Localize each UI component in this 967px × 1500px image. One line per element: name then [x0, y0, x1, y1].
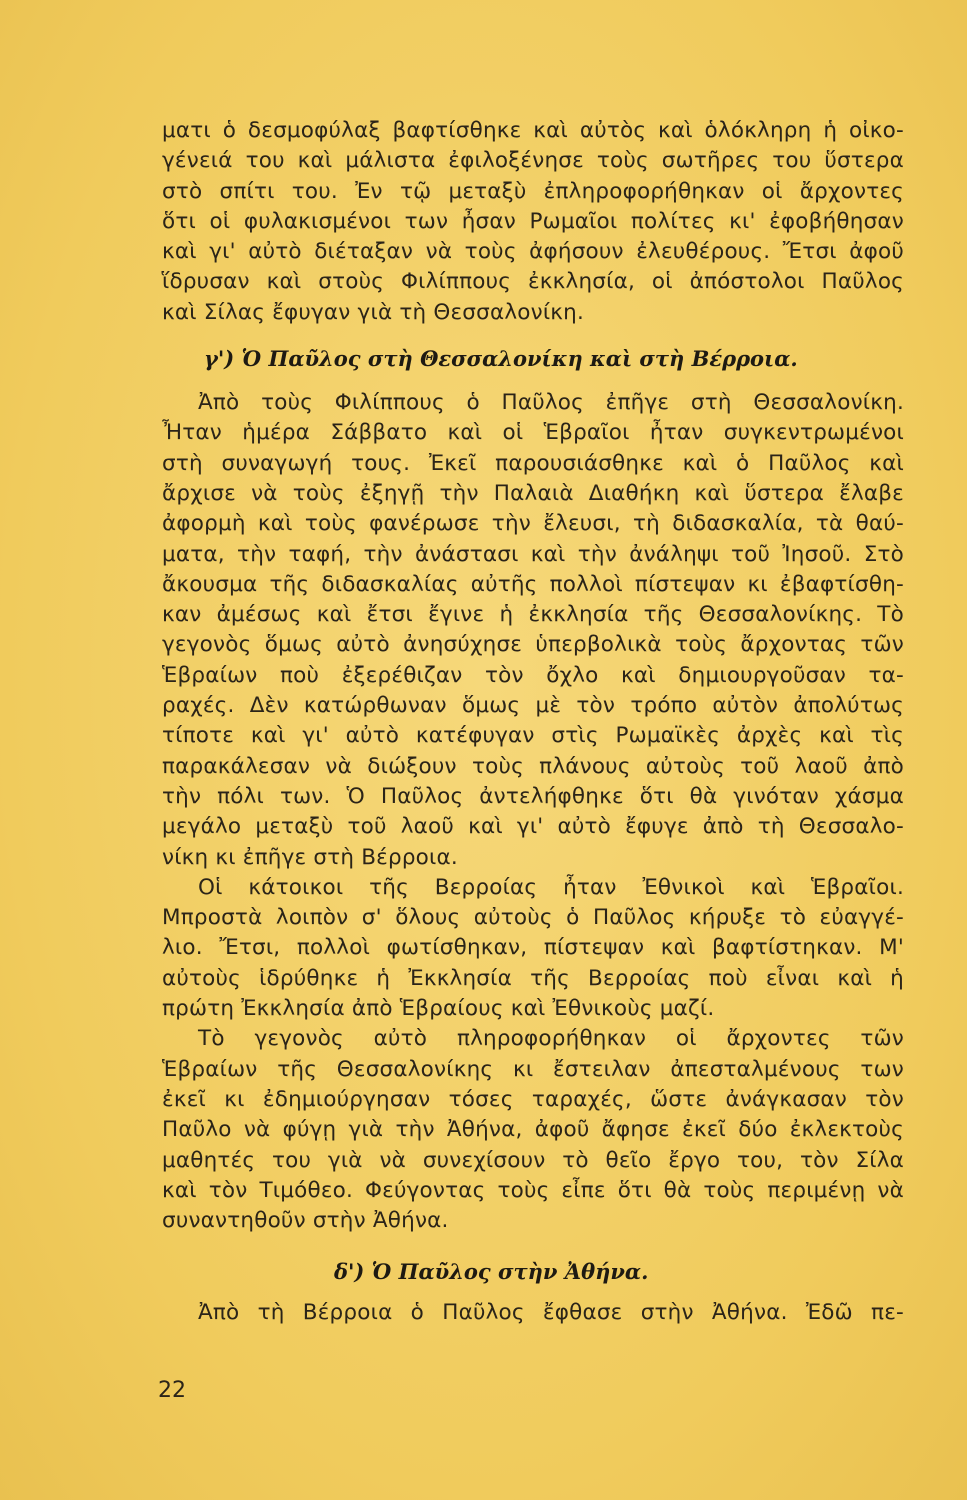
- text-line: Ἑβραίων τῆς Θεσσαλονίκης κι ἔστειλαν ἀπεσταλμένους των: [162, 1056, 904, 1082]
- text-line: ἵδρυσαν καὶ στοὺς Φιλίππους ἐκκλησία, οἱ ἀπόστολοι Παῦλος: [162, 269, 904, 295]
- text-line: στὴ συναγωγή τους. Ἐκεῖ παρουσιάσθηκε καὶ ὁ Παῦλος καὶ: [162, 450, 904, 476]
- text-block: [162, 116, 904, 1329]
- text-line: ἀφορμὴ καὶ τοὺς φανέρωσε τὴν ἔλευσι, τὴ διδασκαλία, τὰ θαύ-: [162, 511, 904, 537]
- text-line: τὴν πόλι των. Ὁ Παῦλος ἀντελήφθηκε ὅτι θὰ γινόταν χάσμα: [162, 783, 904, 809]
- text-line: Ἀπὸ τὴ Βέρροια ὁ Παῦλος ἔφθασε στὴν Ἀθήνα. Ἐδῶ πε-: [198, 1300, 904, 1326]
- paragraph-athens: [162, 1298, 904, 1328]
- text-line: γένειά του καὶ μάλιστα ἐφιλοξένησε τοὺς σωτῆρες του ὕστερα: [162, 148, 904, 174]
- text-line: ὅτι οἱ φυλακισμένοι των ἦσαν Ρωμαῖοι πολίτες κι' ἐφοβήθησαν: [162, 208, 904, 234]
- text-line: καν ἀμέσως καὶ ἔτσι ἔγινε ἡ ἐκκλησία τῆς Θεσσαλονίκης. Τὸ: [162, 602, 904, 628]
- text-line: καὶ τὸν Τιμόθεο. Φεύγοντας τοὺς εἶπε ὅτι θὰ τοὺς περιμένῃ νὰ: [162, 1177, 904, 1203]
- text-line: ἄρχισε νὰ τοὺς ἐξηγῇ τὴν Παλαιὰ Διαθήκη καὶ ὕστερα ἔλαβε: [162, 480, 904, 506]
- section-heading-athens: δ') Ὁ Παῦλος στὴν Ἀθήνα.: [334, 1259, 649, 1285]
- text-line: πρώτη Ἐκκλησία ἀπὸ Ἑβραίους καὶ Ἐθνικοὺς μαζί.: [162, 996, 715, 1022]
- text-line: ματα, τὴν ταφή, τὴν ἀνάστασι καὶ τὴν ἀνάληψι τοῦ Ἰησοῦ. Στὸ: [162, 541, 904, 567]
- section-heading-thessaloniki: γ') Ὁ Παῦλος στὴ Θεσσαλονίκη καὶ στὴ Βέρροια.: [204, 346, 798, 372]
- paragraph-thessaloniki: [162, 388, 904, 873]
- text-line: νίκη κι ἐπῆγε στὴ Βέρροια.: [162, 844, 458, 870]
- text-line: ἐκεῖ κι ἐδημιούργησαν τόσες ταραχές, ὥστε ἀνάγκασαν τὸν: [162, 1086, 904, 1112]
- text-line: ματι ὁ δεσμοφύλαξ βαφτίσθηκε καὶ αὐτὸς καὶ ὁλόκληρη ἡ οἰκο-: [162, 118, 904, 143]
- text-line: Ἀπὸ τοὺς Φιλίππους ὁ Παῦλος ἐπῆγε στὴ Θεσσαλονίκη.: [198, 390, 904, 416]
- paragraph-departure: [162, 1024, 904, 1236]
- text-line: στὸ σπίτι του. Ἐν τῷ μεταξὺ ἐπληροφορήθηκαν οἱ ἄρχοντες: [162, 178, 904, 204]
- text-line: αὐτοὺς ἱδρύθηκε ἡ Ἐκκλησία τῆς Βερροίας ποὺ εἶναι καὶ ἡ: [162, 965, 904, 991]
- text-line: παρακάλεσαν νὰ διώξουν τοὺς πλάνους αὐτοὺς τοῦ λαοῦ ἀπὸ: [162, 753, 904, 779]
- text-line: λιο. Ἔτσι, πολλοὶ φωτίσθηκαν, πίστεψαν καὶ βαφτίστηκαν. Μ': [162, 935, 904, 961]
- text-line: ραχές. Δὲν κατώρθωναν ὅμως μὲ τὸν τρόπο αὐτὸν ἀπολύτως: [162, 693, 904, 719]
- text-line: μαθητές του γιὰ νὰ συνεχίσουν τὸ θεῖο ἔργο του, τὸν Σίλα: [162, 1147, 904, 1173]
- text-line: γεγονὸς ὅμως αὐτὸ ἀνησύχησε ὑπερβολικὰ τοὺς ἄρχοντας τῶν: [162, 632, 904, 658]
- text-line: Ἦταν ἡμέρα Σάββατο καὶ οἱ Ἑβραῖοι ἦταν συγκεντρωμένοι: [162, 420, 904, 446]
- text-line: Παῦλο νὰ φύγῃ γιὰ τὴν Ἀθήνα, ἀφοῦ ἄφησε ἐκεῖ δύο ἐκλεκτοὺς: [162, 1117, 904, 1143]
- text-line: Ἑβραίων ποὺ ἐξερέθιζαν τὸν ὄχλο καὶ δημιουργοῦσαν τα-: [162, 662, 904, 688]
- text-line: Μπροστὰ λοιπὸν σ' ὅλους αὐτοὺς ὁ Παῦλος κήρυξε τὸ εὐαγγέ-: [162, 905, 904, 931]
- paragraph-veria: [162, 873, 904, 1024]
- text-line: ἄκουσμα τῆς διδασκαλίας αὐτῆς πολλοὶ πίστεψαν κι ἐβαφτίσθη-: [162, 571, 904, 597]
- text-line: μεγάλο μεταξὺ τοῦ λαοῦ καὶ γι' αὐτὸ ἔφυγε ἀπὸ τὴ Θεσσαλο-: [162, 814, 904, 840]
- text-line: τίποτε καὶ γι' αὐτὸ κατέφυγαν στὶς Ρωμαϊκὲς ἀρχὲς καὶ τὶς: [162, 723, 904, 749]
- paragraph-intro: [162, 116, 904, 328]
- text-line: Τὸ γεγονὸς αὐτὸ πληροφορήθηκαν οἱ ἄρχοντες τῶν: [198, 1026, 904, 1052]
- text-line: συναντηθοῦν στὴν Ἀθήνα.: [162, 1208, 449, 1234]
- text-line: Οἱ κάτοικοι τῆς Βερροίας ἦταν Ἐθνικοὶ καὶ Ἑβραῖοι.: [198, 874, 904, 900]
- text-line: καὶ γι' αὐτὸ διέταξαν νὰ τοὺς ἀφήσουν ἐλευθέρους. Ἔτσι ἀφοῦ: [162, 239, 904, 265]
- text-line: καὶ Σίλας ἔφυγαν γιὰ τὴ Θεσσαλονίκη.: [162, 299, 585, 325]
- page-number: 22: [158, 1378, 186, 1403]
